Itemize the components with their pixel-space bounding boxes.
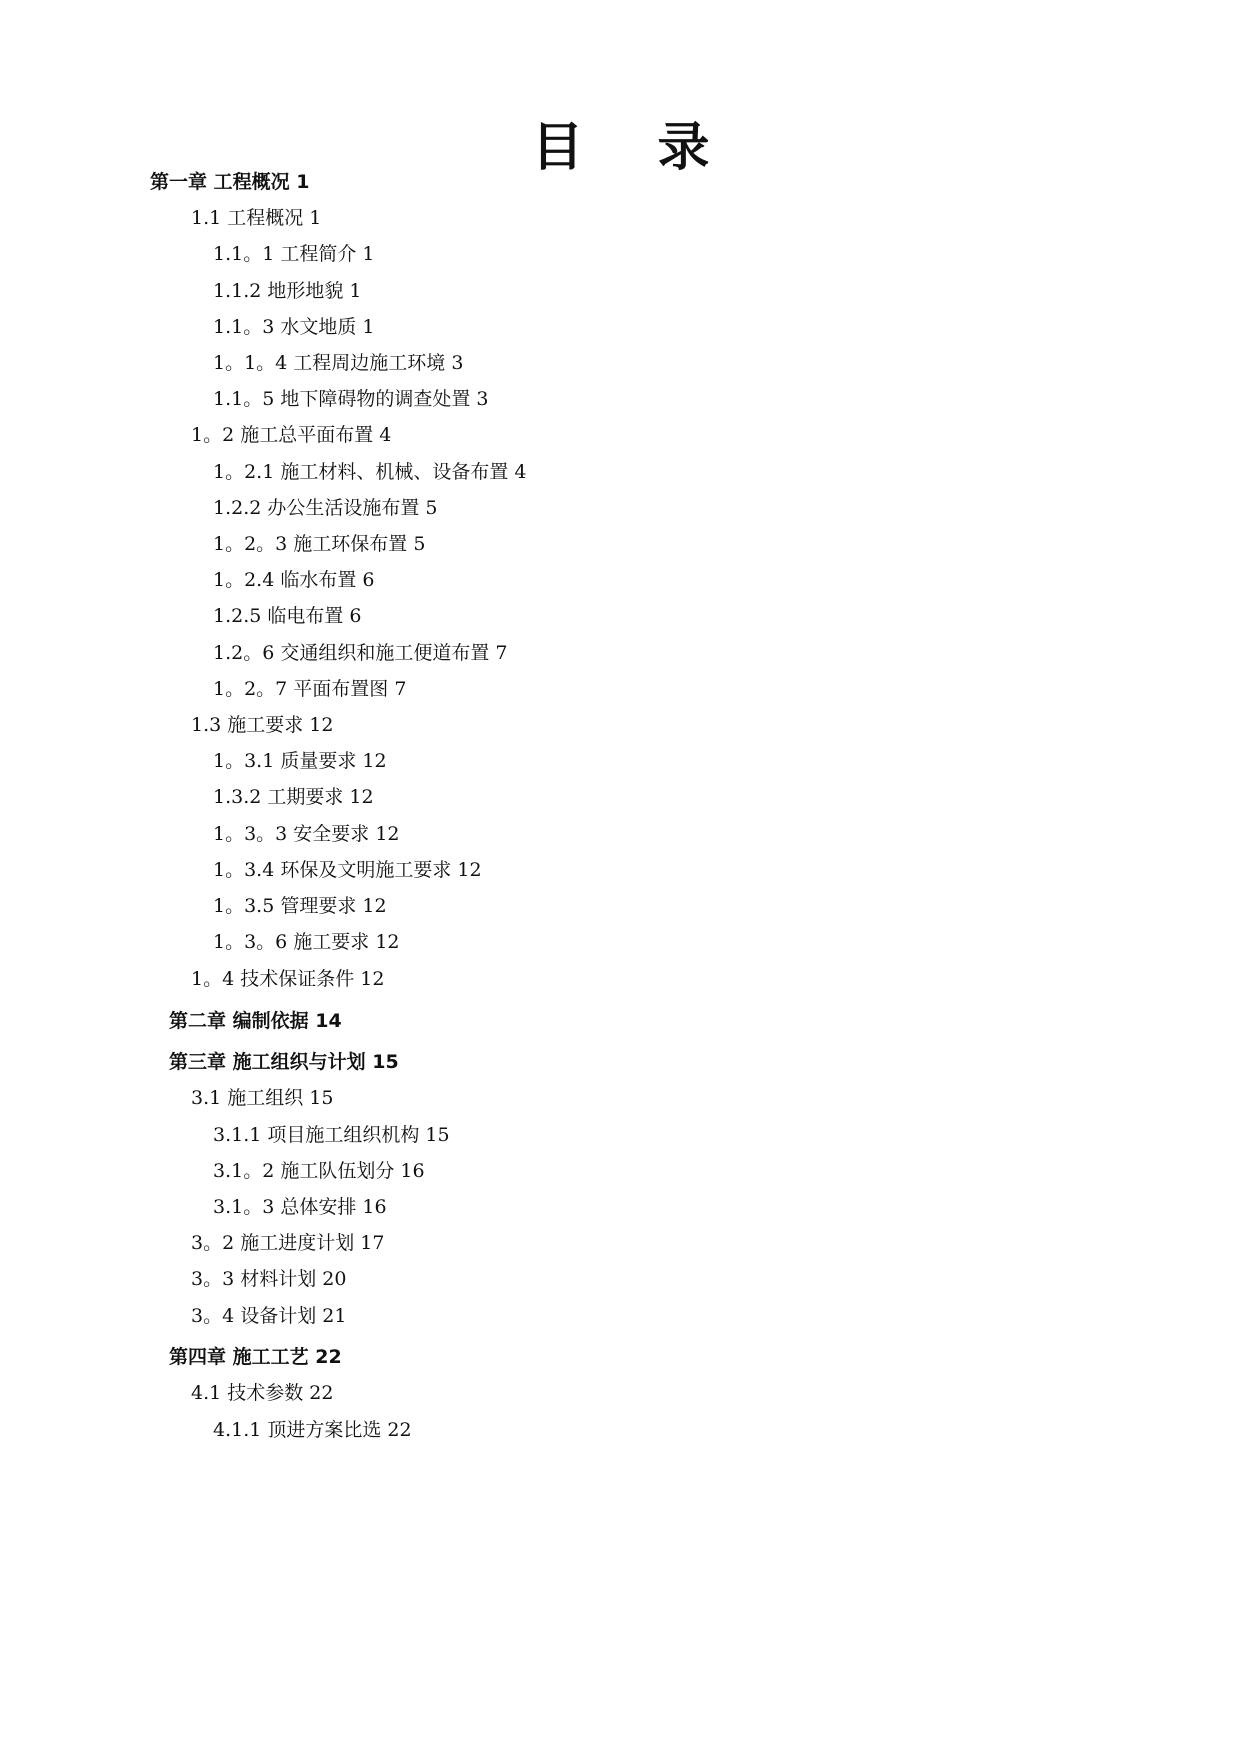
page-title: 目 录 [531, 117, 738, 178]
toc-subsection-1-3-4[interactable]: 1。3.4 环保及文明施工要求 12 [213, 859, 482, 881]
toc-subsection-1-2-7[interactable]: 1。2。7 平面布置图 7 [213, 678, 407, 700]
toc-subsection-3-1-2[interactable]: 3.1。2 施工队伍划分 16 [213, 1160, 425, 1182]
toc-subsection-1-3-2[interactable]: 1.3.2 工期要求 12 [213, 786, 374, 808]
toc-subsection-1-1-2[interactable]: 1.1.2 地形地貌 1 [213, 280, 362, 302]
toc-subsection-1-2-3[interactable]: 1。2。3 施工环保布置 5 [213, 533, 426, 555]
toc-subsection-1-1-5[interactable]: 1.1。5 地下障碍物的调查处置 3 [213, 388, 489, 410]
toc-section-1-3[interactable]: 1.3 施工要求 12 [191, 714, 334, 736]
toc-subsection-3-1-1[interactable]: 3.1.1 项目施工组织机构 15 [213, 1124, 450, 1146]
toc-subsection-1-3-5[interactable]: 1。3.5 管理要求 12 [213, 895, 387, 917]
toc-chapter-2[interactable]: 第二章 编制依据 14 [169, 1010, 342, 1032]
toc-subsection-3-1-3[interactable]: 3.1。3 总体安排 16 [213, 1196, 387, 1218]
toc-subsection-1-2-1[interactable]: 1。2.1 施工材料、机械、设备布置 4 [213, 461, 527, 483]
toc-chapter-4[interactable]: 第四章 施工工艺 22 [169, 1346, 342, 1368]
toc-subsection-1-1-4[interactable]: 1。1。4 工程周边施工环境 3 [213, 352, 464, 374]
toc-subsection-1-1-1[interactable]: 1.1。1 工程简介 1 [213, 243, 375, 265]
toc-subsection-4-1-1[interactable]: 4.1.1 顶进方案比选 22 [213, 1419, 412, 1441]
toc-section-3-1[interactable]: 3.1 施工组织 15 [191, 1087, 334, 1109]
toc-subsection-1-1-3[interactable]: 1.1。3 水文地质 1 [213, 316, 375, 338]
toc-subsection-1-2-2[interactable]: 1.2.2 办公生活设施布置 5 [213, 497, 438, 519]
toc-chapter-1[interactable]: 第一章 工程概况 1 [150, 171, 310, 193]
toc-subsection-1-3-3[interactable]: 1。3。3 安全要求 12 [213, 823, 400, 845]
toc-section-4-1[interactable]: 4.1 技术参数 22 [191, 1382, 334, 1404]
toc-subsection-1-2-5[interactable]: 1.2.5 临电布置 6 [213, 605, 362, 627]
toc-subsection-1-2-4[interactable]: 1。2.4 临水布置 6 [213, 569, 375, 591]
toc-section-3-3[interactable]: 3。3 材料计划 20 [191, 1268, 347, 1290]
toc-subsection-1-3-1[interactable]: 1。3.1 质量要求 12 [213, 750, 387, 772]
toc-section-3-2[interactable]: 3。2 施工进度计划 17 [191, 1232, 385, 1254]
toc-chapter-3[interactable]: 第三章 施工组织与计划 15 [169, 1051, 399, 1073]
toc-section-1-2[interactable]: 1。2 施工总平面布置 4 [191, 424, 392, 446]
toc-section-3-4[interactable]: 3。4 设备计划 21 [191, 1305, 347, 1327]
toc-section-1-1[interactable]: 1.1 工程概况 1 [191, 207, 322, 229]
toc-section-1-4[interactable]: 1。4 技术保证条件 12 [191, 968, 385, 990]
toc-subsection-1-3-6[interactable]: 1。3。6 施工要求 12 [213, 931, 400, 953]
toc-subsection-1-2-6[interactable]: 1.2。6 交通组织和施工便道布置 7 [213, 642, 508, 664]
